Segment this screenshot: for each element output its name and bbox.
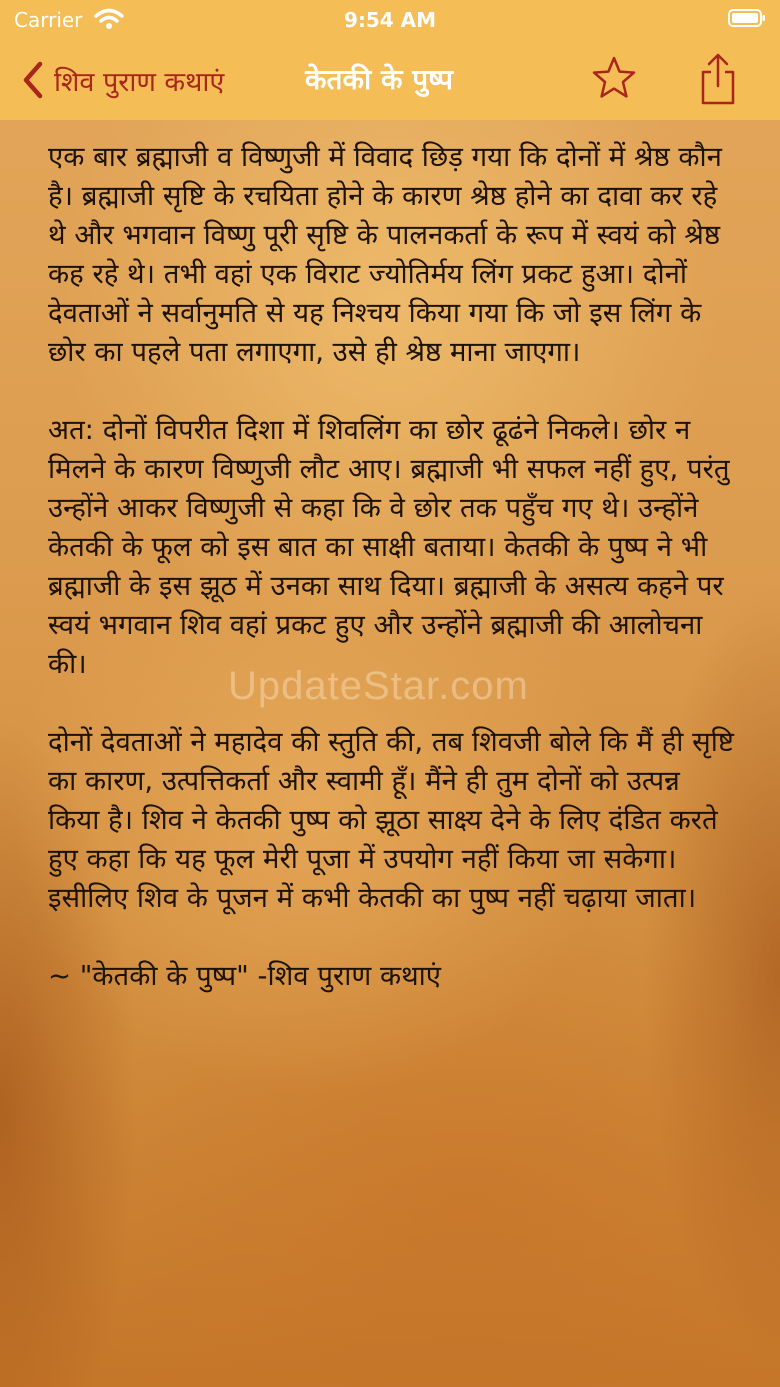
chevron-left-icon bbox=[20, 60, 46, 100]
status-bar bbox=[0, 0, 780, 40]
back-button[interactable] bbox=[20, 58, 224, 102]
story-paragraph: एक बार ब्रह्माजी व विष्णुजी में विवाद छिड़ गया कि दोनों में श्रेष्ठ कौन है। ब्रह्माजी सृष्टि के रचयिता होने के कारण श्रेष्ठ होने का दावा कर रहे थे और भगवान विष्णु पूरी सृष्टि के पालनकर्ता के रूप में स्वयं को श्रेष्ठ कह रहे थे। तभी वहां एक विराट ज्योतिर्मय लिंग प्रकट हुआ। दोनों देवताओं ने सर्वानुमति से यह निश्चय किया गया कि जो इस लिंग के छोर का पहले पता लगाएगा, उसे ही श्रेष्ठ माना जाएगा। bbox=[48, 141, 722, 368]
story-content bbox=[48, 138, 738, 996]
star-icon[interactable] bbox=[590, 54, 638, 102]
back-button-label: शिव पुराण कथाएं bbox=[54, 66, 225, 98]
share-icon[interactable] bbox=[698, 52, 738, 106]
story-paragraph: दोनों देवताओं ने महादेव की स्तुति की, तब शिवजी बोले कि मैं ही सृष्टि का कारण, उत्पत्तिकर्ता और स्वामी हूँ। मैंने ही तुम दोनों को उत्पन्न किया है। शिव ने केतकी पुष्प को झूठा साक्ष्य देने के लिए दंडित करते हुए कहा कि यह फूल मेरी पूजा में उपयोग नहीं किया जा सकेगा। इसीलिए शिव के पूजन में कभी केतकी का पुष्प नहीं चढ़ाया जाता। bbox=[48, 726, 734, 914]
carrier-label: Carrier bbox=[14, 8, 83, 32]
story-paragraph: अत: दोनों विपरीत दिशा में शिवलिंग का छोर ढूढंने निकले। छोर न मिलने के कारण विष्णुजी लौट आए। ब्रह्माजी भी सफल नहीं हुए, परंतु उन्होंने आकर विष्णुजी से कहा कि वे छोर तक पहुँच गए थे। उन्होंने केतकी के फूल को इस बात का साक्षी बताया। केतकी के पुष्प ने भी ब्रह्माजी के इस झूठ में उनका साथ दिया। ब्रह्माजी के असत्य कहने पर स्वयं भगवान शिव वहां प्रकट हुए और उन्होंने ब्रह्माजी की आलोचना की। bbox=[48, 414, 730, 680]
battery-icon bbox=[728, 9, 766, 27]
status-time: 9:54 AM bbox=[343, 8, 437, 32]
page-title: केतकी के पुष्प bbox=[305, 63, 454, 96]
watermark: UpdateStar.com bbox=[228, 664, 529, 708]
story-signature: ~ "केतकी के पुष्प" -शिव पुराण कथाएं bbox=[48, 960, 441, 992]
navigation-bar bbox=[0, 40, 780, 120]
